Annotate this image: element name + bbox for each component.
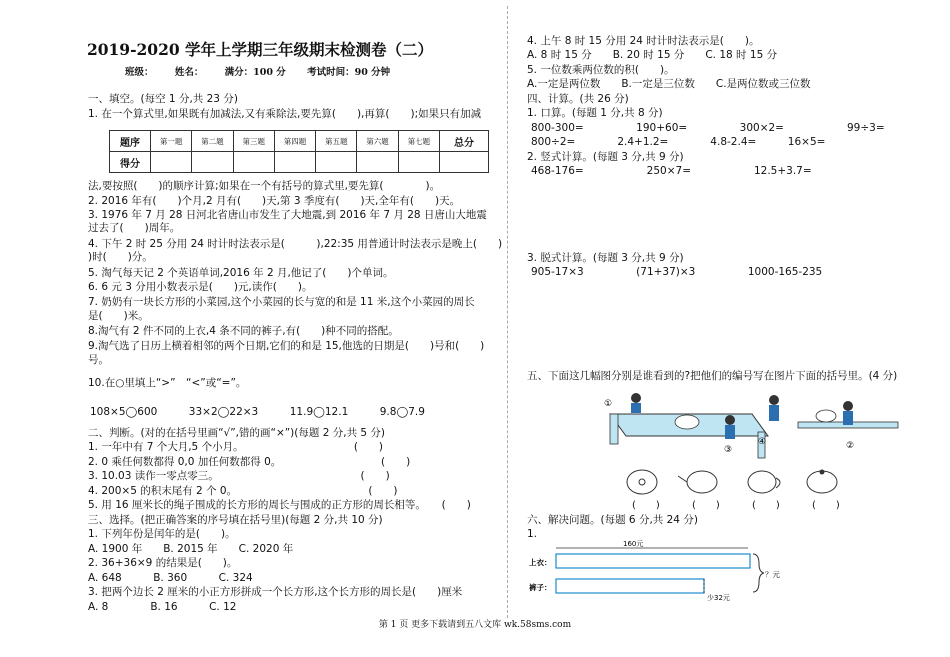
class-label: 班级： <box>125 67 154 78</box>
bar-row-label: 上衣： <box>529 558 552 567</box>
name-label: 姓名： <box>174 67 204 78</box>
compare-line: 108×5◯600 33×2◯22×3 11.9◯12.1 9.8◯7.9 <box>90 406 425 418</box>
question-line: 2. 2016 年有( )个月,2 月有( )天,第 3 季度有( )天,全年有( )天。 <box>88 195 461 207</box>
teapot-view-4 <box>807 470 837 494</box>
question-line: 过去了( )周年。 <box>88 222 181 234</box>
question-line: )时( )分。 <box>88 251 153 263</box>
pants-bar <box>556 579 704 593</box>
score-col: 第二题 <box>192 131 233 152</box>
score-col: 第四题 <box>274 131 315 152</box>
figure-label: ① <box>604 399 613 409</box>
score-cell[interactable] <box>316 152 357 173</box>
score-cell[interactable] <box>151 152 192 173</box>
teapot-view-2 <box>678 471 717 493</box>
question-line: A. 1900 年 B. 2015 年 C. 2020 年 <box>88 543 294 555</box>
child-body <box>631 403 641 413</box>
score-cell[interactable] <box>192 152 233 173</box>
child-head <box>769 395 779 405</box>
question-line: 法,要按照( )的顺序计算;如果在一个有括号的算式里,要先算( )。 <box>88 180 441 192</box>
section-heading: 五、下面这几幅图分别是谁看到的?把他们的编号写在图片下面的括号里。(4 分) <box>527 370 898 382</box>
question-line: 4. 下午 2 时 25 分用 24 时计时法表示是( ),22:35 用普通计时法表示是晚上( ) <box>88 238 503 250</box>
table-leg <box>610 414 618 444</box>
question-line: 1. 口算。(每题 1 分,共 8 分) <box>527 107 663 119</box>
question-line: A. 8 时 15 分 B. 20 时 15 分 C. 18 时 15 分 <box>527 49 778 61</box>
teapot-view-3 <box>748 471 780 493</box>
question-line: A. 648 B. 360 C. 324 <box>88 572 253 584</box>
score-cell[interactable] <box>357 152 398 173</box>
question-line: 4. 200×5 的积末尾有 2 个 0。 ( ) <box>88 485 398 497</box>
bar-diff-label: 少32元 <box>707 594 730 602</box>
question-line: A. 8 B. 16 C. 12 <box>88 601 237 613</box>
question-line: 3. 10.03 读作一零点零三。 ( ) <box>88 470 390 482</box>
calc-line: 905-17×3 (71+37)×3 1000-165-235 <box>531 266 823 278</box>
section-heading: 六、解决问题。(每题 6 分,共 24 分) <box>527 514 698 526</box>
score-cell[interactable] <box>274 152 315 173</box>
question-line: 3. 脱式计算。(每题 3 分,共 9 分) <box>527 252 684 264</box>
question-line: 3. 把两个边长 2 厘米的小正方形拼成一个长方形,这个长方形的周长是( )厘米 <box>88 586 463 598</box>
question-line: 2. 36+36×9 的结果是( )。 <box>88 557 238 569</box>
figure-label: ③ <box>724 445 733 455</box>
score-cell[interactable] <box>440 152 489 173</box>
answer-paren[interactable]: ( ) <box>692 500 720 511</box>
calc-line: 468-176= 250×7= 12.5+3.7= <box>531 165 812 177</box>
bar-top-label: 160元 <box>623 540 644 548</box>
question-line: 6. 6 元 3 分用小数表示是( )元,读作( )。 <box>88 281 313 293</box>
figure-label: ② <box>846 441 855 451</box>
question-line: 1. 一年中有 7 个大月,5 个小月。 ( ) <box>88 441 384 453</box>
teapot-view-1 <box>627 470 657 494</box>
score-cell[interactable] <box>233 152 274 173</box>
child-body <box>725 425 735 439</box>
question-line: 是( )米。 <box>88 310 149 322</box>
question-line: 5. 淘气每天记 2 个英语单词,2016 年 2 月,他记了( )个单词。 <box>88 267 394 279</box>
child-head <box>725 415 735 425</box>
child-head <box>631 393 641 403</box>
question-line: 7. 奶奶有一块长方形的小菜园,这个小菜园的长与宽的和是 11 米,这个小菜园的周长 <box>88 296 475 308</box>
question-line: 1. 下列年份是闰年的是( )。 <box>88 528 236 540</box>
section-heading: 四、计算。(共 26 分) <box>527 93 629 105</box>
score-col: 第一题 <box>151 131 192 152</box>
right-brace <box>753 554 764 592</box>
score-col: 第三题 <box>233 131 274 152</box>
section-heading: 一、填空。(每空 1 分,共 23 分) <box>88 93 238 105</box>
teapot-icon <box>816 410 836 422</box>
score-col: 第七题 <box>398 131 439 152</box>
bar-row-label: 裤子： <box>529 583 552 592</box>
calc-line: 800÷2= 2.4+1.2= 4.8-2.4= 16×5= <box>531 136 826 148</box>
full-score: 满分：100 分 <box>224 67 286 78</box>
exam-time: 考试时间：90 分钟 <box>307 67 391 78</box>
shirt-bar <box>556 554 750 568</box>
page-title: 2019-2020 学年上学期三年级期末检测卷（二） <box>86 40 434 59</box>
question-line: 5. 用 16 厘米长的绳子围成的长方形的周长与围成的正方形的周长相等。 ( ) <box>88 499 471 511</box>
score-cell[interactable] <box>398 152 439 173</box>
question-line: 9.淘气选了日历上横着相邻的两个日期,它们的和是 15,他选的日期是( )号和( ) <box>88 340 485 352</box>
column-divider <box>507 6 508 618</box>
calc-line: 800-300= 190+60= 300×2= 99÷3= <box>531 122 885 134</box>
question-line: 1. 在一个算式里,如果既有加减法,又有乘除法,要先算( ),再算( );如果只有加减 <box>88 108 482 120</box>
child-body <box>843 411 853 425</box>
exam-meta <box>125 64 408 78</box>
score-row-label: 得分 <box>110 152 151 173</box>
views-illustration <box>602 392 902 512</box>
child-head <box>843 401 853 411</box>
question-line: 10.在○里填上“>” “<”或“=”。 <box>88 377 247 389</box>
question-line: 4. 上午 8 时 15 分用 24 时计时法表示是( )。 <box>527 35 760 47</box>
teapot-icon <box>675 415 699 429</box>
child-body <box>769 405 779 421</box>
score-col: 第六题 <box>357 131 398 152</box>
bar-model <box>527 538 787 608</box>
question-line: A.一定是两位数 B.一定是三位数 C.是两位数或三位数 <box>527 78 811 90</box>
score-row-label: 题序 <box>110 131 151 152</box>
question-line: 3. 1976 年 7 月 28 日河北省唐山市发生了大地震,到 2016 年 7 月 28 日唐山大地震 <box>88 209 487 221</box>
question-line: 5. 一位数乘两位数的积( )。 <box>527 64 675 76</box>
section-heading: 二、判断。(对的在括号里画“√”,错的画“×”)(每题 2 分,共 5 分) <box>88 427 386 439</box>
question-line: 8.淘气有 2 件不同的上衣,4 条不同的裤子,有( )种不同的搭配。 <box>88 325 399 337</box>
answer-paren[interactable]: ( ) <box>632 500 660 511</box>
question-line: 1. <box>527 528 538 540</box>
bar-question: ？元 <box>765 570 780 579</box>
score-col: 第五题 <box>316 131 357 152</box>
score-total: 总分 <box>440 131 489 152</box>
question-line: 2. 竖式计算。(每题 3 分,共 9 分) <box>527 151 684 163</box>
answer-paren[interactable]: ( ) <box>752 500 780 511</box>
figure-label: ④ <box>758 437 767 447</box>
question-line: 号。 <box>88 354 109 366</box>
answer-paren[interactable]: ( ) <box>812 500 840 511</box>
score-table <box>109 130 489 173</box>
question-line: 2. 0 乘任何数都得 0,0 加任何数都得 0。 ( ) <box>88 456 411 468</box>
section-heading: 三、选择。(把正确答案的序号填在括号里)(每题 2 分,共 10 分) <box>88 514 383 526</box>
page-footer: 第 1 页 更多下载请到五八文库 wk.58sms.com <box>378 620 572 630</box>
